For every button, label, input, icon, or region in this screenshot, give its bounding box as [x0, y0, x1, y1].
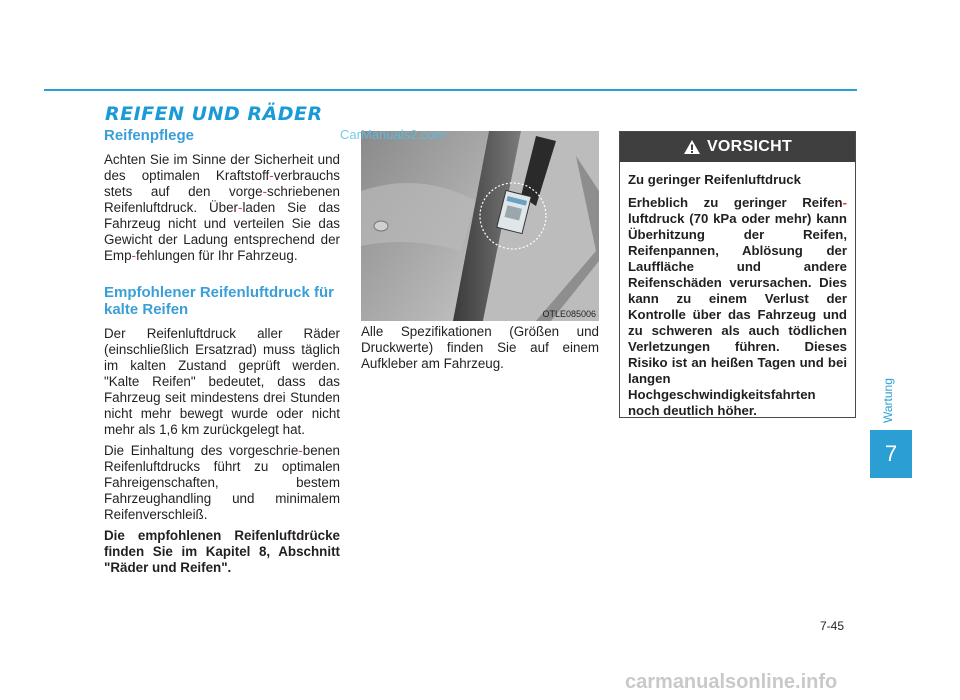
top-rule: [44, 89, 857, 91]
section-title: REIFEN UND RÄDER: [105, 103, 323, 125]
warning-header: [620, 132, 855, 162]
paragraph-einhaltung: Die Einhaltung des vorgeschrie-benen Reifenluftdrucks führt zu optimalen Fahreigenschaften, bestem Fahrzeughandling und minimalem Reifenverschleiß.: [104, 443, 340, 522]
heading-reifenluftdruck: Empfohlener Reifenluftdruck für kalte Reifen: [104, 284, 335, 318]
watermark-carmanualsonline: carmanualsonline.info: [625, 671, 838, 693]
chapter-tab: 7: [870, 430, 912, 478]
heading-reifenpflege: Reifenpflege: [104, 127, 195, 144]
seat-knob: [374, 221, 388, 231]
door-sticker-photo: [361, 131, 599, 321]
left-column: [104, 127, 340, 576]
page-number: 7-45: [820, 619, 845, 633]
door-sticker-illustration: [361, 131, 599, 321]
warning-text: Erheblich zu geringer Reifen-luftdruck (70 kPa oder mehr) kann Überhitzung der Reifen, Reifenpannen, Ablösung der Lauffläche und andere Reifenschäden verursachen. Dies kann zu einem Verlust der Kontrolle über das Fahrzeug und zu schweren als auch tödlichen Verletzungen führen. Dieses Risiko ist an heißen Tagen und bei langen Hochgeschwindigkeitsfahrten noch deutlich höher.: [628, 195, 847, 418]
watermark-carmanuals: CarManuals2.com: [340, 127, 446, 142]
warning-label: VORSICHT: [706, 138, 793, 155]
chapter-label: Wartung: [881, 378, 895, 424]
paragraph-reifenpflege: Achten Sie im Sinne der Sicherheit und des optimalen Kraftstoff-verbrauchs stets auf den vorge-schriebenen Reifenluftdruck. Über-laden Sie das Fahrzeug nicht und verteilen Sie das Gewicht der Ladung entsprechend der Emp-fehlungen für Ihr Fahrzeug.: [104, 152, 340, 263]
warning-title: Zu geringer Reifenluftdruck: [628, 172, 801, 187]
photo-caption: Alle Spezifikationen (Größen und Druckwerte) finden Sie auf einem Aufkleber am Fahrzeug.: [361, 324, 599, 371]
photo-code: OTLE085006: [542, 309, 596, 319]
paragraph-kalte-reifen: Der Reifenluftdruck aller Räder (einschließlich Ersatzrad) muss täglich im kalten Zustand geprüft werden. "Kalte Reifen" bedeutet, dass das Fahrzeug seit mindestens drei Stunden nicht mehr bewegt wurde oder nicht mehr als 1,6 km zurückgelegt hat.: [104, 326, 340, 437]
warning-body: [620, 162, 855, 419]
warning-triangle-icon: [683, 139, 701, 155]
warning-box: [619, 131, 856, 418]
seat-cushion: [361, 183, 476, 251]
paragraph-verweis: Die empfohlenen Reifenluftdrücke finden Sie im Kapitel 8, Abschnitt "Räder und Reifen".: [104, 528, 340, 575]
